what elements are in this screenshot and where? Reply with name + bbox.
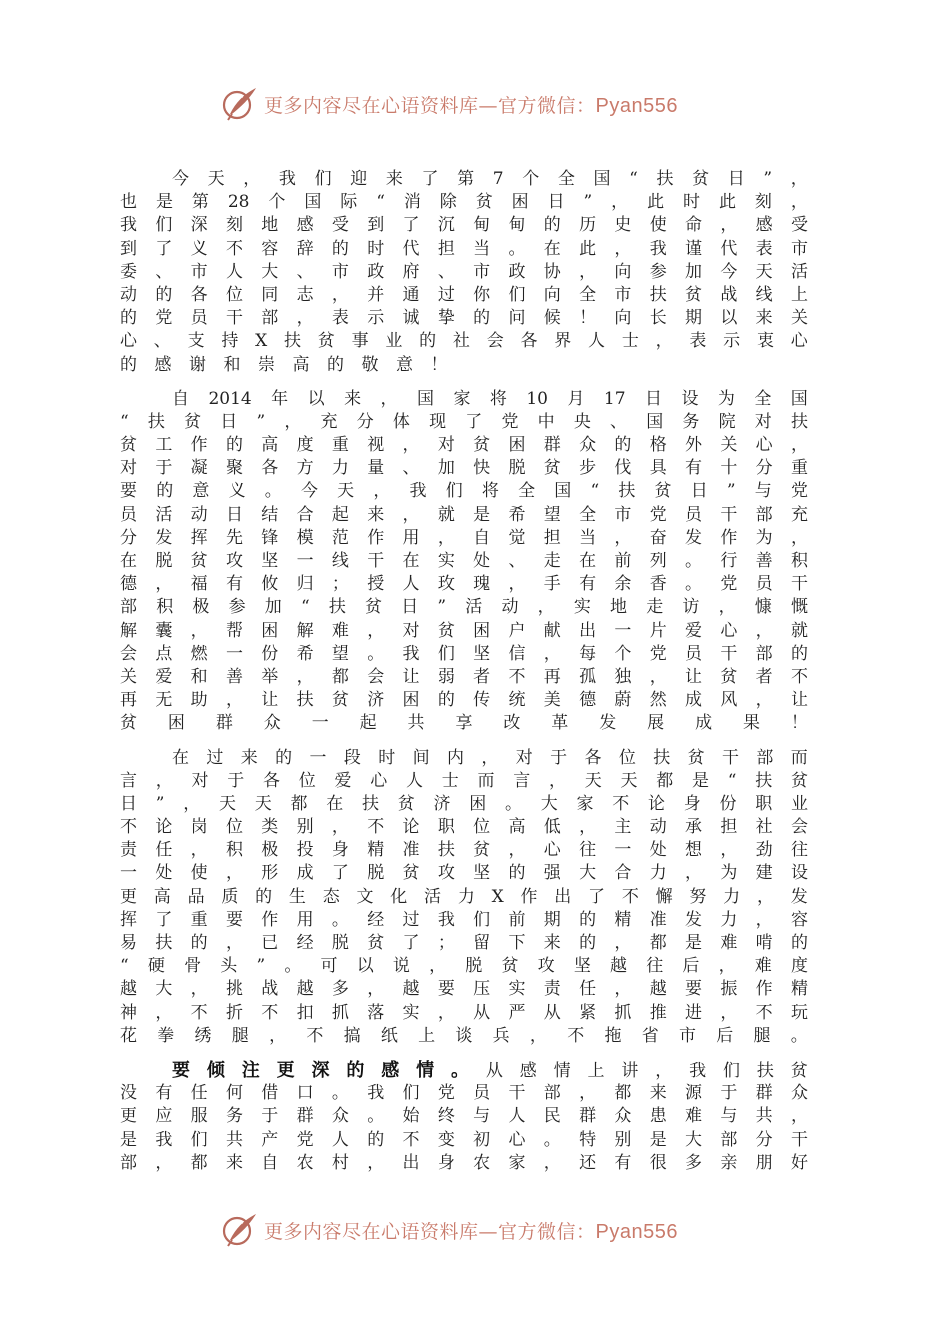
text-line: 神 ， 不 折 不 扣 抓 落 实 ， 从 严 从 紧 抓 推 进 ， 不 玩 [120,1002,808,1023]
paragraph [120,1059,808,1175]
text-line: 不 论 岗 位 类 别 ， 不 论 职 位 高 低 ， 主 动 承 担 社 会 [120,817,808,838]
text-line: 的 感 谢 和 崇 高 的 敬 意 ！ [120,354,448,375]
quill-logo-icon [220,1210,260,1250]
banner-text [264,1217,678,1244]
banner-wechat-id: Pyan556 [595,94,678,117]
text-line: 没 有 任 何 借 口 。 我 们 党 员 干 部 ， 都 来 源 于 群 众 [120,1083,808,1104]
text-line: 解 囊 ， 帮 困 解 难 ， 对 贫 困 户 献 出 一 片 爱 心 ， 就 [120,620,808,641]
banner-promo: 更多内容尽在心语资料库—官方微信： [264,94,596,117]
paragraph [120,747,808,1048]
text-line: 日 ” ， 天 天 都 在 扶 贫 济 困 。 大 家 不 论 身 份 职 业 [120,793,808,814]
document-body [120,168,808,1186]
text-line: 的 党 员 干 部 ， 表 示 诚 挚 的 问 候 ！ 向 长 期 以 来 关 [120,308,808,329]
text-line: “ 硬 骨 头 ” 。 可 以 说 ， 脱 贫 攻 坚 越 往 后 ， 难 度 [120,956,808,977]
paragraph [120,168,808,377]
banner-wechat-id: Pyan556 [595,1220,678,1243]
text-line: 要 倾 注 更 深 的 感 情 。 从 感 情 上 讲 ， 我 们 扶 贫 [172,1059,808,1081]
text-line: 德 ， 福 有 攸 归 ； 授 人 玫 瑰 ， 手 有 余 香 。 党 员 干 [120,574,808,595]
text-line: 一 处 使 ， 形 成 了 脱 贫 攻 坚 的 强 大 合 力 ， 为 建 设 [120,863,808,884]
header-banner [220,84,740,124]
text-line: 贫 工 作 的 高 度 重 视 ， 对 贫 困 群 众 的 格 外 关 心 ， [120,435,808,456]
text-line: 员 活 动 日 结 合 起 来 ， 就 是 希 望 全 市 党 员 干 部 充 [120,504,808,525]
text-line: 在 脱 贫 攻 坚 一 线 干 在 实 处 、 走 在 前 列 。 行 善 积 [120,551,808,571]
text-line: 委 、 市 人 大 、 市 政 府 、 市 政 协 ， 向 参 加 今 天 活 [120,261,808,282]
text-line: 动 的 各 位 同 志 ， 并 通 过 你 们 向 全 市 扶 贫 战 线 上 [120,284,808,305]
text-line: 在 过 来 的 一 段 时 间 内 ， 对 于 各 位 扶 贫 干 部 而 [172,747,808,768]
text-line: 要 的 意 义 。 今 天 ， 我 们 将 全 国 “ 扶 贫 日 ” 与 党 [120,481,808,502]
quill-logo-icon [220,84,260,124]
paragraph [120,388,808,736]
banner-text [264,91,678,118]
text-line: 会 点 燃 一 份 希 望 。 我 们 坚 信 ， 每 个 党 员 干 部 的 [120,643,808,664]
text-line: 挥 了 重 要 作 用 。 经 过 我 们 前 期 的 精 准 发 力 ， 容 [120,909,808,930]
text-line: 我 们 深 刻 地 感 受 到 了 沉 甸 甸 的 历 史 使 命 ， 感 受 [120,215,808,236]
footer-banner [220,1210,740,1250]
text-line: 更 高 品 质 的 生 态 文 化 活 力 X 作 出 了 不 懈 努 力 ， 发 [120,886,808,907]
text-line: 对 于 凝 聚 各 方 力 量 、 加 快 脱 贫 步 伐 具 有 十 分 重 [120,458,808,479]
text-line: 责 任 ， 积 极 投 身 精 准 扶 贫 ， 心 往 一 处 想 ， 劲 往 [120,840,808,861]
text-line: 再 无 助 ， 让 扶 贫 济 困 的 传 统 美 德 蔚 然 成 风 ， 让 [120,690,808,711]
text-line: 贫 困 群 众 一 起 共 享 改 革 发 展 成 果 ！ [120,713,808,734]
text-line: 心 、 支 持 X 扶 贫 事 业 的 社 会 各 界 人 士 ， 表 示 衷 心 [120,331,808,352]
text-line: 更 应 服 务 于 群 众 。 始 终 与 人 民 群 众 患 难 与 共 ， [120,1106,808,1127]
text-line: 花 拳 绣 腿 ， 不 搞 纸 上 谈 兵 ， 不 拖 省 市 后 腿 。 [120,1025,808,1046]
text-line: 自 2014 年 以 来 ， 国 家 将 10 月 17 日 设 为 全 国 [172,388,808,409]
text-line: “ 扶 贫 日 ” ， 充 分 体 现 了 党 中 央 、 国 务 院 对 扶 [120,411,808,432]
text-line: 也 是 第 28 个 国 际 “ 消 除 贫 困 日 ” ， 此 时 此 刻 ， [120,192,808,213]
text-line: 到 了 义 不 容 辞 的 时 代 担 当 。 在 此 ， 我 谨 代 表 市 [120,238,808,259]
text-line: 今 天 ， 我 们 迎 来 了 第 7 个 全 国 “ 扶 贫 日 ” ， [172,169,808,189]
text-line: 是 我 们 共 产 党 人 的 不 变 初 心 。 特 别 是 大 部 分 干 [120,1129,808,1150]
text-line: 分 发 挥 先 锋 模 范 作 用 ， 自 觉 担 当 ， 奋 发 作 为 ， [120,527,808,548]
banner-promo: 更多内容尽在心语资料库—官方微信： [264,1220,596,1243]
text-line: 易 扶 的 ， 已 经 脱 贫 了 ； 留 下 来 的 ， 都 是 难 啃 的 [120,933,808,953]
text-line: 关 爱 和 善 举 ， 都 会 让 弱 者 不 再 孤 独 ， 让 贫 者 不 [120,666,808,687]
text-line: 部 ， 都 来 自 农 村 ， 出 身 农 家 ， 还 有 很 多 亲 朋 好 [120,1152,808,1173]
text-line: 越 大 ， 挑 战 越 多 ， 越 要 压 实 责 任 ， 越 要 振 作 精 [120,979,808,1000]
text-line: 部 积 极 参 加 “ 扶 贫 日 ” 活 动 ， 实 地 走 访 ， 慷 慨 [120,597,808,618]
text-line: 言 ， 对 于 各 位 爱 心 人 士 而 言 ， 天 天 都 是 “ 扶 贫 [120,770,808,791]
